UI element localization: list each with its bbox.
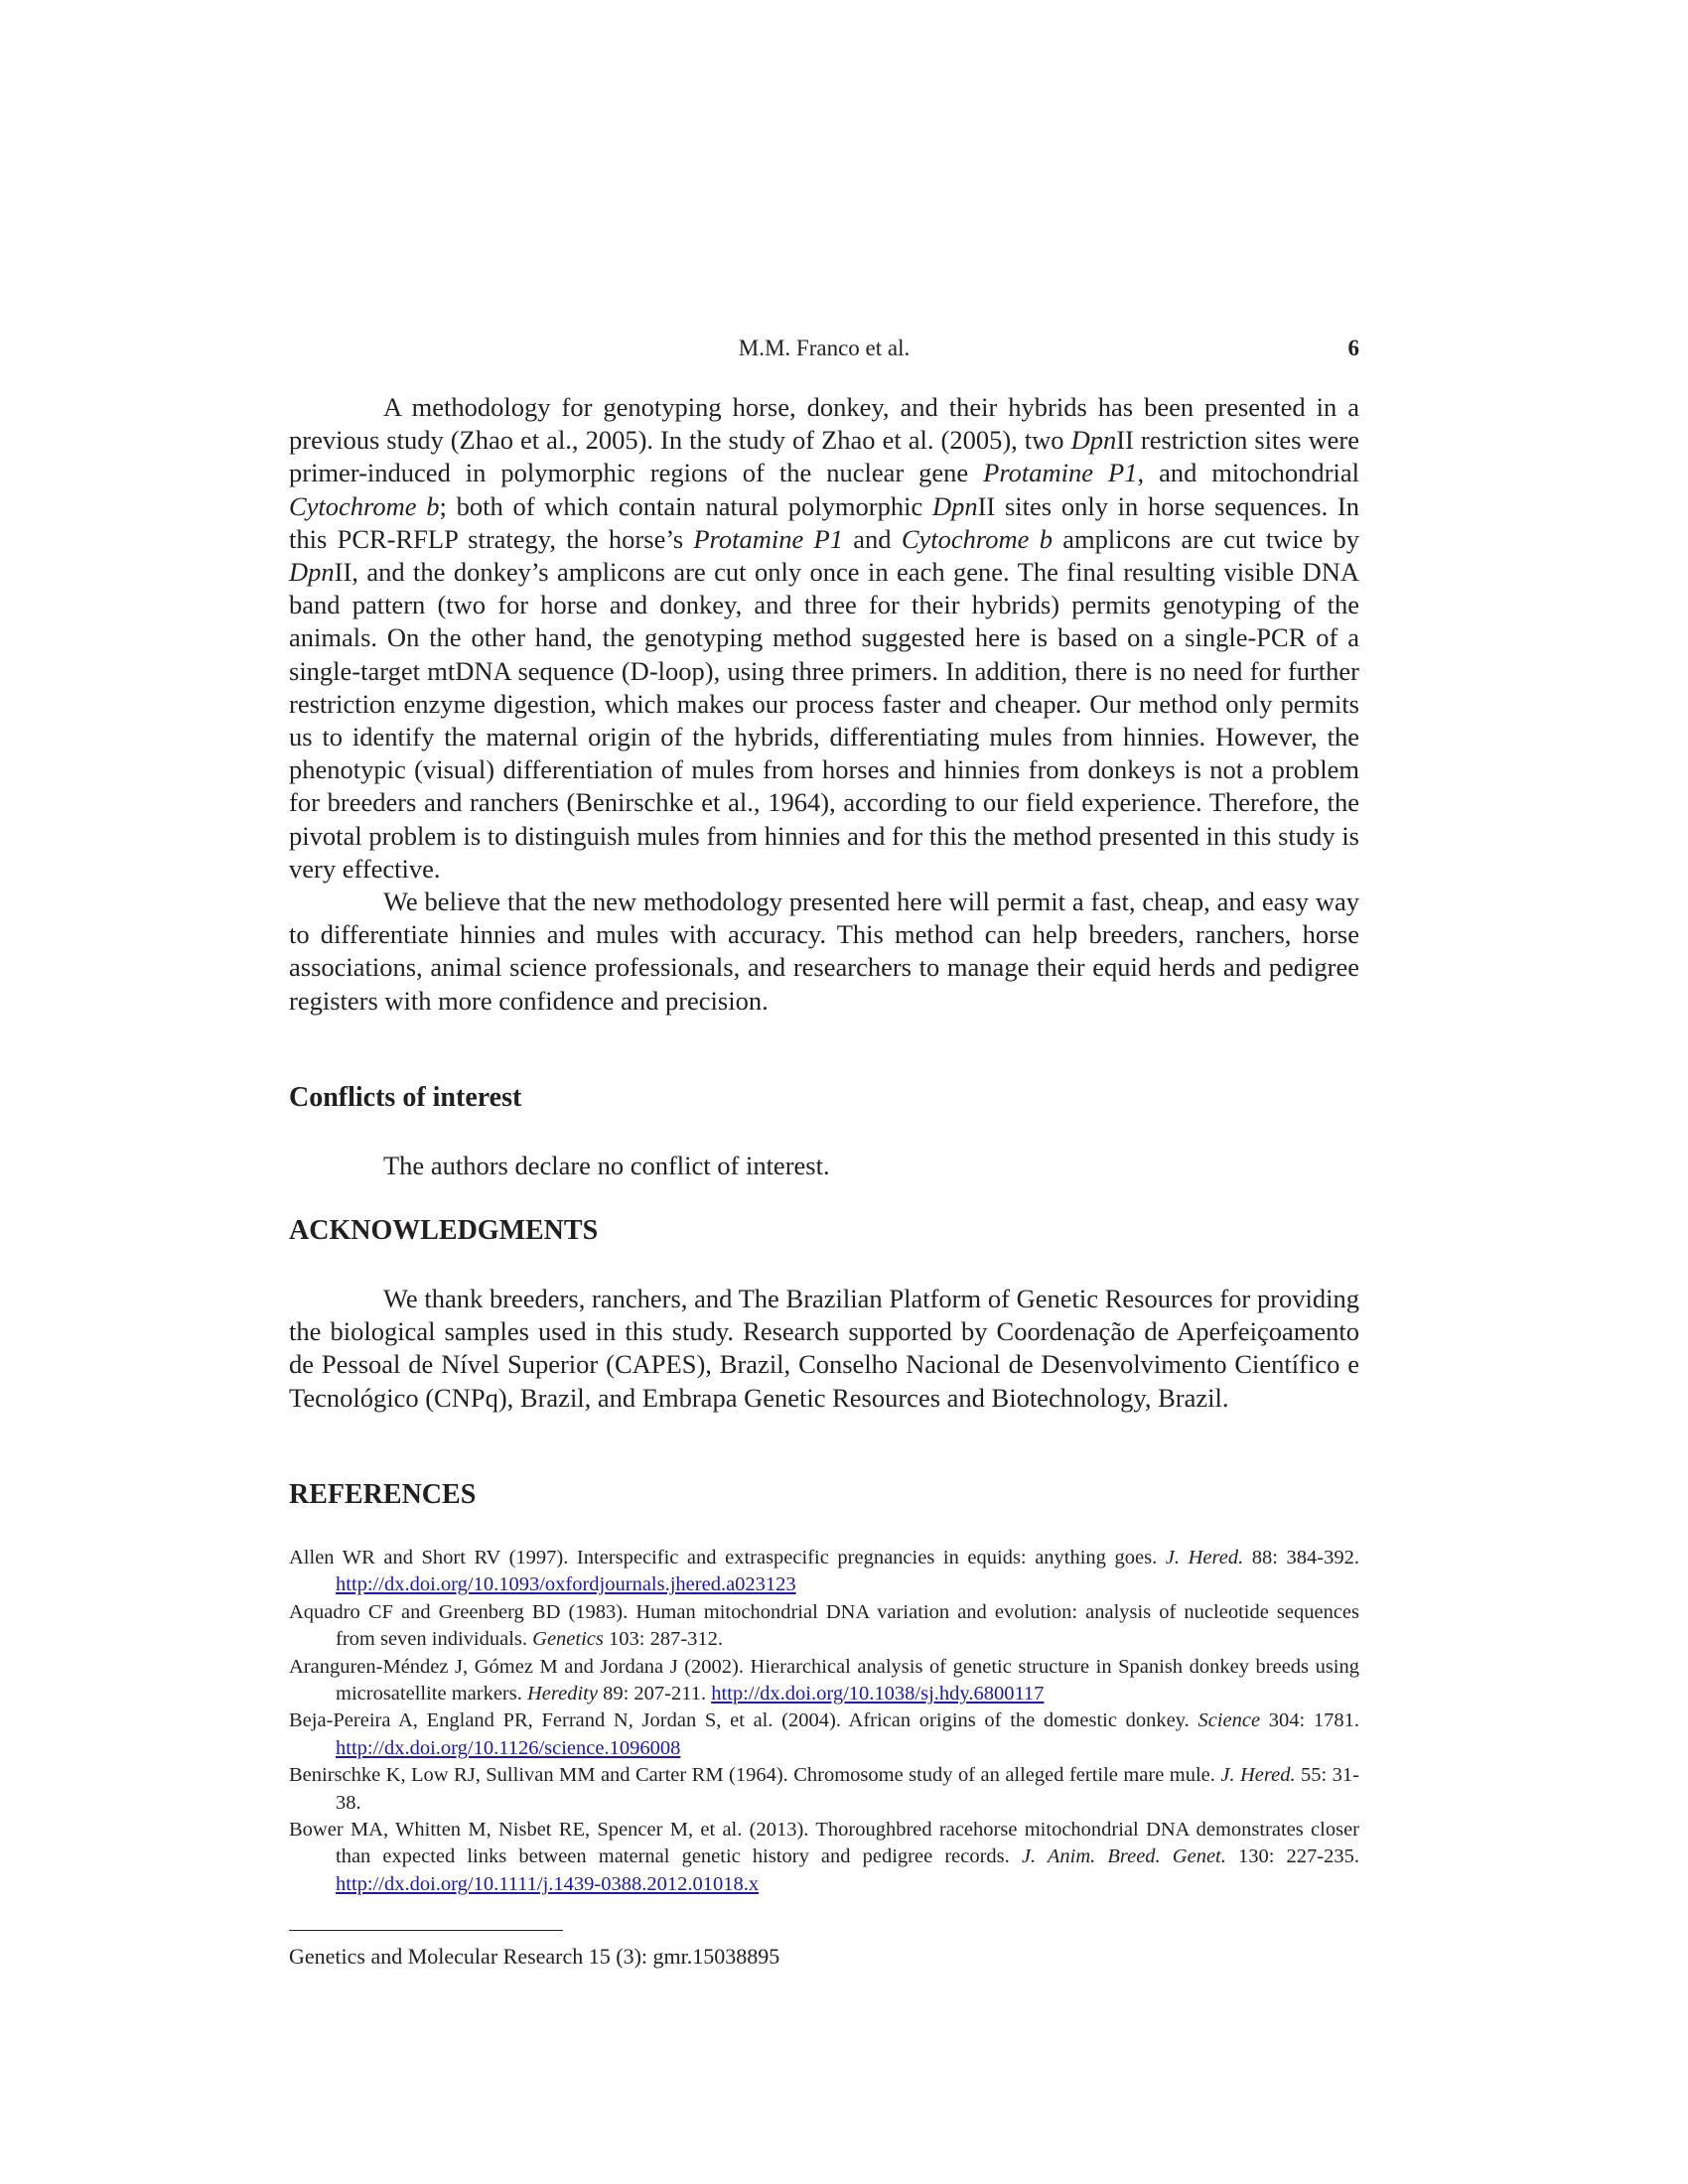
- reference-item: Benirschke K, Low RJ, Sullivan MM and Carter RM (1964). Chromosome study of an alleged fertile mare mule. J. Hered. 55: 31-38.: [289, 1764, 1359, 1814]
- conflicts-text: The authors declare no conflict of interest.: [383, 1151, 830, 1180]
- discussion-paragraph-2: We believe that the new methodology presented here will permit a fast, cheap, and easy way to differentiate hinnies and mules with accuracy. This method can help breeders, ranchers, horse associations, animal science professionals, and researchers to manage their equid herds and pedigree registers with more confidence and precision.: [289, 887, 1359, 1016]
- doi-link[interactable]: http://dx.doi.org/10.1093/oxfordjournals.jhered.a023123: [336, 1573, 796, 1596]
- doi-link[interactable]: http://dx.doi.org/10.1126/science.1096008: [336, 1736, 681, 1759]
- page-number: 6: [1347, 336, 1359, 360]
- acknowledgments-text: We thank breeders, ranchers, and The Brazilian Platform of Genetic Resources for providing the biological samples used in this study. Research supported by Coordenação de Aperfeiçoamento de Pessoal de Nível Superior (CAPES), Brazil, Conselho Nacional de Desenvolvimento Científico e Tecnológico (CNPq), Brazil, and Embrapa Genetic Resources and Biotechnology, Brazil.: [289, 1284, 1359, 1413]
- reference-item: Allen WR and Short RV (1997). Interspecific and extraspecific pregnancies in equids: anything goes. J. Hered. 88: 384-392. http://dx.doi.org/10.1093/oxfordjournals.jhered.a023123: [289, 1547, 1360, 1596]
- reference-item: Aquadro CF and Greenberg BD (1983). Human mitochondrial DNA variation and evolution: analysis of nucleotide sequences from seven individuals. Genetics 103: 287-312.: [289, 1600, 1359, 1651]
- page-header: [289, 336, 1359, 369]
- references-list: [289, 1545, 1359, 1898]
- acknowledgments-section: [289, 1283, 1359, 1415]
- references-heading: REFERENCES: [289, 1479, 477, 1510]
- reference-item: Beja-Pereira A, England PR, Ferrand N, Jordan S, et al. (2004). African origins of the domestic donkey. Science 304: 1781. http://dx.doi.org/10.1126/science.1096008: [289, 1709, 1359, 1759]
- conflicts-heading: Conflicts of interest: [289, 1082, 522, 1113]
- reference-item: Bower MA, Whitten M, Nisbet RE, Spencer M, et al. (2013). Thoroughbred racehorse mitochondrial DNA demonstrates closer than expected links between maternal genetic history and pedigree records. J. Anim. Breed. Genet. 130: 227-235. http://dx.doi.org/10.1111/j.1439-0388.2012.01018.x: [289, 1819, 1359, 1895]
- footer-divider: [289, 1930, 563, 1931]
- reference-item: Aranguren-Méndez J, Gómez M and Jordana J (2002). Hierarchical analysis of genetic structure in Spanish donkey breeds using microsatellite markers. Heredity 89: 207-211. http://dx.doi.org/10.1038/sj.hdy.6800117: [289, 1655, 1359, 1706]
- doi-link[interactable]: http://dx.doi.org/10.1111/j.1439-0388.2012.01018.x: [336, 1872, 760, 1895]
- journal-footer: Genetics and Molecular Research 15 (3): gmr.15038895: [289, 1944, 780, 1969]
- running-title: M.M. Franco et al.: [738, 336, 911, 360]
- acknowledgments-heading: ACKNOWLEDGMENTS: [289, 1215, 599, 1246]
- discussion-section: [289, 391, 1359, 1018]
- conflicts-section: [289, 1150, 1359, 1182]
- discussion-paragraph-1: A methodology for genotyping horse, donkey, and their hybrids has been presented in a previous study (Zhao et al., 2005). In the study of Zhao et al. (2005), two DpnII restriction sites were primer-induced in polymorphic regions of the nuclear gene Protamine P1, and mitochondrial Cytochrome b; both of which contain natural polymorphic DpnII sites only in horse sequences. In this PCR-RFLP strategy, the horse’s Protamine P1 and Cytochrome b amplicons are cut twice by DpnII, and the donkey’s amplicons are cut only once in each gene. The final resulting visible DNA band pattern (two for horse and donkey, and three for their hybrids) permits genotyping of the animals. On the other hand, the genotyping method suggested here is based on a single-PCR of a single-target mtDNA sequence (D-loop), using three primers. In addition, there is no need for further restriction enzyme digestion, which makes our process faster and cheaper. Our method only permits us to identify the maternal origin of the hybrids, differentiating mules from hinnies. However, the phenotypic (visual) differentiation of mules from horses and hinnies from donkeys is not a problem for breeders and ranchers (Benirschke et al., 1964), according to our field experience. Therefore, the pivotal problem is to distinguish mules from hinnies and for this the method presented in this study is very effective.: [289, 392, 1360, 884]
- doi-link[interactable]: http://dx.doi.org/10.1038/sj.hdy.6800117: [711, 1683, 1045, 1706]
